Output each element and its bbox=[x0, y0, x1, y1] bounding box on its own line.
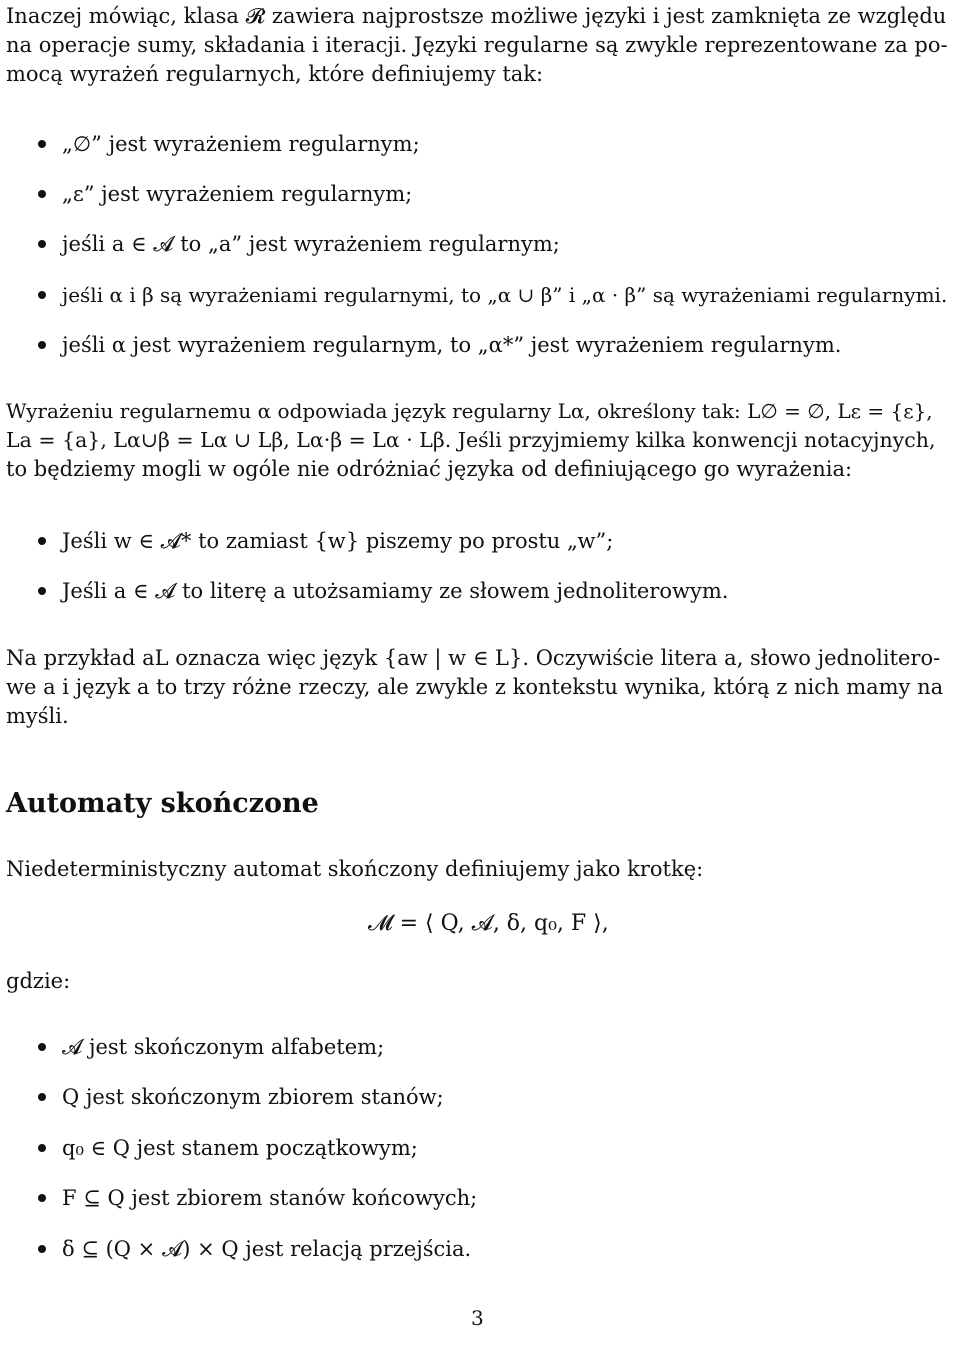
bullet-icon bbox=[38, 1194, 46, 1202]
bullet-icon bbox=[38, 341, 46, 349]
list-item: δ ⊆ (Q × 𝓐) × Q jest relacją przejścia. bbox=[62, 1237, 472, 1261]
bullet-icon bbox=[38, 240, 46, 248]
bullet-icon bbox=[38, 587, 46, 595]
paragraph-3-line-2: we a i język a to trzy różne rzeczy, ale zwykle z kontekstu wynika, którą z nich mamy na bbox=[6, 675, 944, 699]
paragraph-1-line-1: Inaczej mówiąc, klasa 𝓡 zawiera najprostsze możliwe języki i jest zamknięta ze względu bbox=[6, 4, 947, 28]
paragraph-3-line-3: myśli. bbox=[6, 704, 69, 728]
list-item: jeśli α i β są wyrażeniami regularnymi, to „α ∪ β” i „α · β” są wyrażeniami regularnymi. bbox=[62, 283, 948, 307]
list-item: jeśli a ∈ 𝓐 to „a” jest wyrażeniem regularnym; bbox=[62, 232, 560, 256]
page-number: 3 bbox=[471, 1306, 484, 1330]
bullet-icon bbox=[38, 1043, 46, 1051]
bullet-icon bbox=[38, 537, 46, 545]
list-item: q₀ ∈ Q jest stanem początkowym; bbox=[62, 1136, 418, 1160]
bullet-icon bbox=[38, 1093, 46, 1101]
bullet-icon bbox=[38, 1144, 46, 1152]
paragraph-2-line-3: to będziemy mogli w ogóle nie odróżniać języka od definiującego go wyrażenia: bbox=[6, 457, 853, 481]
bullet-icon bbox=[38, 291, 46, 299]
list-item: „∅” jest wyrażeniem regularnym; bbox=[62, 132, 420, 156]
tuple-formula: 𝓜 = ⟨ Q, 𝓐, δ, q₀, F ⟩, bbox=[368, 911, 609, 936]
bullet-icon bbox=[38, 1245, 46, 1253]
list-item: Q jest skończonym zbiorem stanów; bbox=[62, 1085, 444, 1109]
list-item: 𝓐 jest skończonym alfabetem; bbox=[62, 1035, 385, 1059]
section-heading: Automaty skończone bbox=[6, 788, 319, 819]
list-item: Jeśli a ∈ 𝓐 to literę a utożsamiamy ze słowem jednoliterowym. bbox=[62, 579, 729, 603]
paragraph-2-line-2: La = {a}, Lα∪β = Lα ∪ Lβ, Lα·β = Lα · Lβ. Jeśli przyjmiemy kilka konwencji notacyjnych, bbox=[6, 428, 936, 452]
paragraph-3-line-1: Na przykład aL oznacza więc język {aw | w ∈ L}. Oczywiście litera a, słowo jednolitero- bbox=[6, 646, 941, 670]
list-item: Jeśli w ∈ 𝓐* to zamiast {w} piszemy po prostu „w”; bbox=[62, 529, 614, 553]
where-label: gdzie: bbox=[6, 969, 71, 993]
list-item: F ⊆ Q jest zbiorem stanów końcowych; bbox=[62, 1186, 478, 1210]
list-item: jeśli α jest wyrażeniem regularnym, to „α*” jest wyrażeniem regularnym. bbox=[62, 333, 842, 357]
list-item: „ε” jest wyrażeniem regularnym; bbox=[62, 182, 413, 206]
paragraph-2-line-1: Wyrażeniu regularnemu α odpowiada język regularny Lα, określony tak: L∅ = ∅, Lε = {ε}, bbox=[6, 399, 933, 423]
paragraph-4: Niedeterministyczny automat skończony definiujemy jako krotkę: bbox=[6, 857, 704, 881]
bullet-icon bbox=[38, 140, 46, 148]
bullet-icon bbox=[38, 190, 46, 198]
paragraph-1-line-2: na operacje sumy, składania i iteracji. Języki regularne są zwykle reprezentowane za po- bbox=[6, 33, 948, 57]
paragraph-1-line-3: mocą wyrażeń regularnych, które definiujemy tak: bbox=[6, 62, 544, 86]
